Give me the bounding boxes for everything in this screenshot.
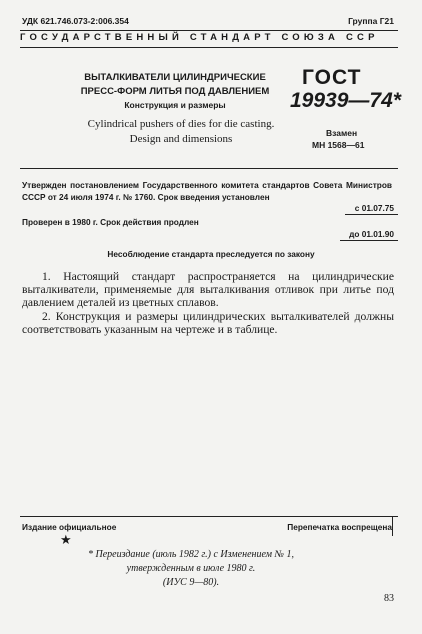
header-rule-bottom <box>20 47 398 48</box>
paragraph-2: 2. Конструкция и размеры цилиндрических выталкивателей должны соответствовать указанным на чертеже и в таблице. <box>22 309 394 336</box>
group-code: Группа Г21 <box>348 16 394 26</box>
footnote-line1: * Переиздание (июль 1982 г.) с Изменением № 1, <box>88 549 294 560</box>
subtitle-ru: Конструкция и размеры <box>124 100 226 110</box>
body-text <box>22 270 394 336</box>
title-ru <box>80 71 270 99</box>
intro-date: с 01.07.75 <box>354 203 394 213</box>
header-rule-top <box>20 30 398 31</box>
official-edition: Издание официальное <box>22 522 117 532</box>
paragraph-1: 1. Настоящий стандарт распространяется на цилиндрические выталкиватели, применяемые для выталкивания отливок при литье под давлением деталей из цветных сплавов. <box>22 270 394 310</box>
valid-until-rule <box>340 240 398 241</box>
footnote-line2: утвержденным в июле 1980 г. <box>126 563 256 574</box>
gost-label: ГОСТ <box>302 66 362 89</box>
title-en-line2: Design and dimensions <box>129 133 233 145</box>
udk-code: УДК 621.746.073-2:006.354 <box>22 16 129 26</box>
section-rule <box>20 168 398 169</box>
title-en-line1: Cylindrical pushers of dies for die casting. <box>87 118 275 130</box>
gost-number: 19939—74* <box>290 89 401 112</box>
title-en <box>72 117 290 147</box>
title-ru-line2: ПРЕСС-ФОРМ ЛИТЬЯ ПОД ДАВЛЕНИЕМ <box>80 86 270 97</box>
title-ru-line1: ВЫТАЛКИВАТЕЛИ ЦИЛИНДРИЧЕСКИЕ <box>84 72 266 83</box>
violation-notice: Несоблюдение стандарта преследуется по закону <box>107 249 315 259</box>
replaces-value: МН 1568—61 <box>312 140 365 150</box>
footnote <box>88 548 294 590</box>
reprint-notice: Перепечатка воспрещена <box>287 522 392 532</box>
footer-vertical-rule <box>392 516 393 536</box>
valid-until-date: до 01.01.90 <box>349 229 394 239</box>
footnote-line3: (ИУС 9—80). <box>162 577 220 588</box>
intro-date-rule <box>345 214 398 215</box>
replaces-label: Взамен <box>326 128 358 138</box>
replaces-block <box>312 127 364 151</box>
standard-header: ГОСУДАРСТВЕННЫЙ СТАНДАРТ СОЮЗА ССР <box>20 32 379 43</box>
page-number: 83 <box>384 593 394 604</box>
approval-text: Утвержден постановлением Государственного комитета стандартов Совета Министров СССР от 24 июля 1974 г. № 1760. Срок введения установлен <box>22 180 392 202</box>
footer-rule <box>20 516 398 517</box>
star-icon: ★ <box>60 532 72 547</box>
checked-text: Проверен в 1980 г. Срок действия продлен <box>22 217 199 227</box>
